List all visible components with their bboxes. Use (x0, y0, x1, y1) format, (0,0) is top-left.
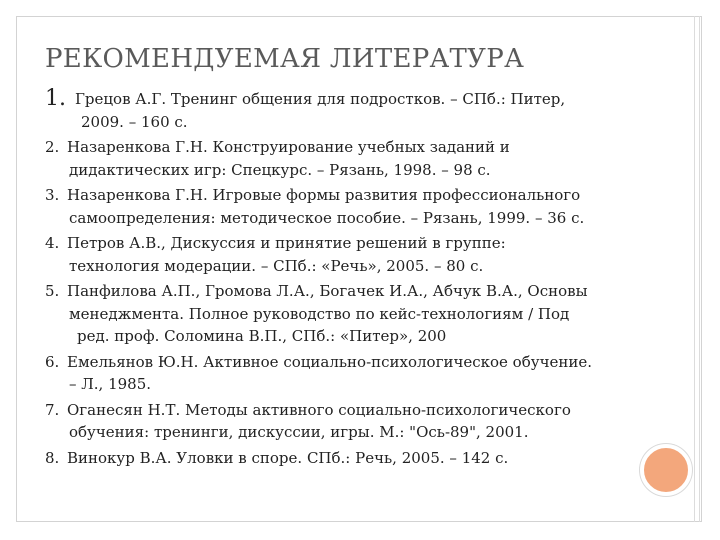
reference-item-6 (45, 351, 655, 396)
reference-number: 6. (45, 352, 60, 371)
reference-text-line: Назаренкова Г.Н. Игровые формы развития профессионального (67, 186, 581, 204)
reference-text-line: Петров А.В., Дискуссия и принятие решений в группе: (67, 234, 506, 252)
reference-item-4 (45, 232, 655, 277)
decorative-circle (640, 444, 692, 496)
reference-number: 5. (45, 282, 60, 300)
reference-text-line: Емельянов Ю.Н. Активное социально-психологическое обучение. (67, 352, 593, 371)
reference-text-line: 2009. – 160 с. (81, 112, 188, 131)
reference-item-3 (45, 184, 655, 229)
reference-number: 7. (45, 400, 60, 419)
reference-text-line: Панфилова А.П., Громова Л.А., Богачек И.А., Абчук В.А., Основы (67, 282, 588, 300)
reference-number: 8. (45, 448, 60, 467)
reference-text-line: менеджмента. Полное руководство по кейс-технологиям / Под (69, 304, 570, 323)
reference-text-line: Грецов А.Г. Тренинг общения для подростков. – СПб.: Питер, (75, 90, 566, 108)
reference-text-line: Винокур В.А. Уловки в споре. СПб.: Речь, 2005. – 142 с. (67, 448, 509, 467)
reference-text-line: Назаренкова Г.Н. Конструирование учебных заданий и (67, 138, 510, 156)
reference-item-8 (45, 447, 655, 470)
reference-text-line: дидактических игр: Спецкурс. – Рязань, 1998. – 98 с. (69, 160, 491, 179)
reference-text-line: – Л., 1985. (69, 375, 152, 393)
reference-item-5 (45, 280, 655, 348)
reference-item-1 (45, 88, 655, 133)
slide-frame-right-stripe (694, 16, 700, 522)
reference-item-2 (45, 136, 655, 181)
reference-text-line: обучения: тренинги, дискуссии, игры. М.: "Ось-89", 2001. (69, 423, 529, 441)
reference-item-7 (45, 399, 655, 444)
reference-number: 1. (45, 86, 66, 111)
reference-text-line: технология модерации. – СПб.: «Речь», 2005. – 80 с. (69, 256, 484, 275)
reference-text-line: ред. проф. Соломина В.П., СПб.: «Питер», 200 (77, 327, 447, 345)
reference-text-line: Оганесян Н.Т. Методы активного социально-психологического (67, 400, 571, 419)
slide-title: РЕКОМЕНДУЕМАЯ ЛИТЕРАТУРА (45, 44, 525, 74)
reference-number: 4. (45, 234, 60, 252)
reference-number: 2. (45, 138, 60, 156)
reference-text-line: самоопределения: методическое пособие. – Рязань, 1999. – 36 с. (69, 208, 585, 227)
reference-list (45, 88, 655, 472)
reference-number: 3. (45, 186, 60, 204)
